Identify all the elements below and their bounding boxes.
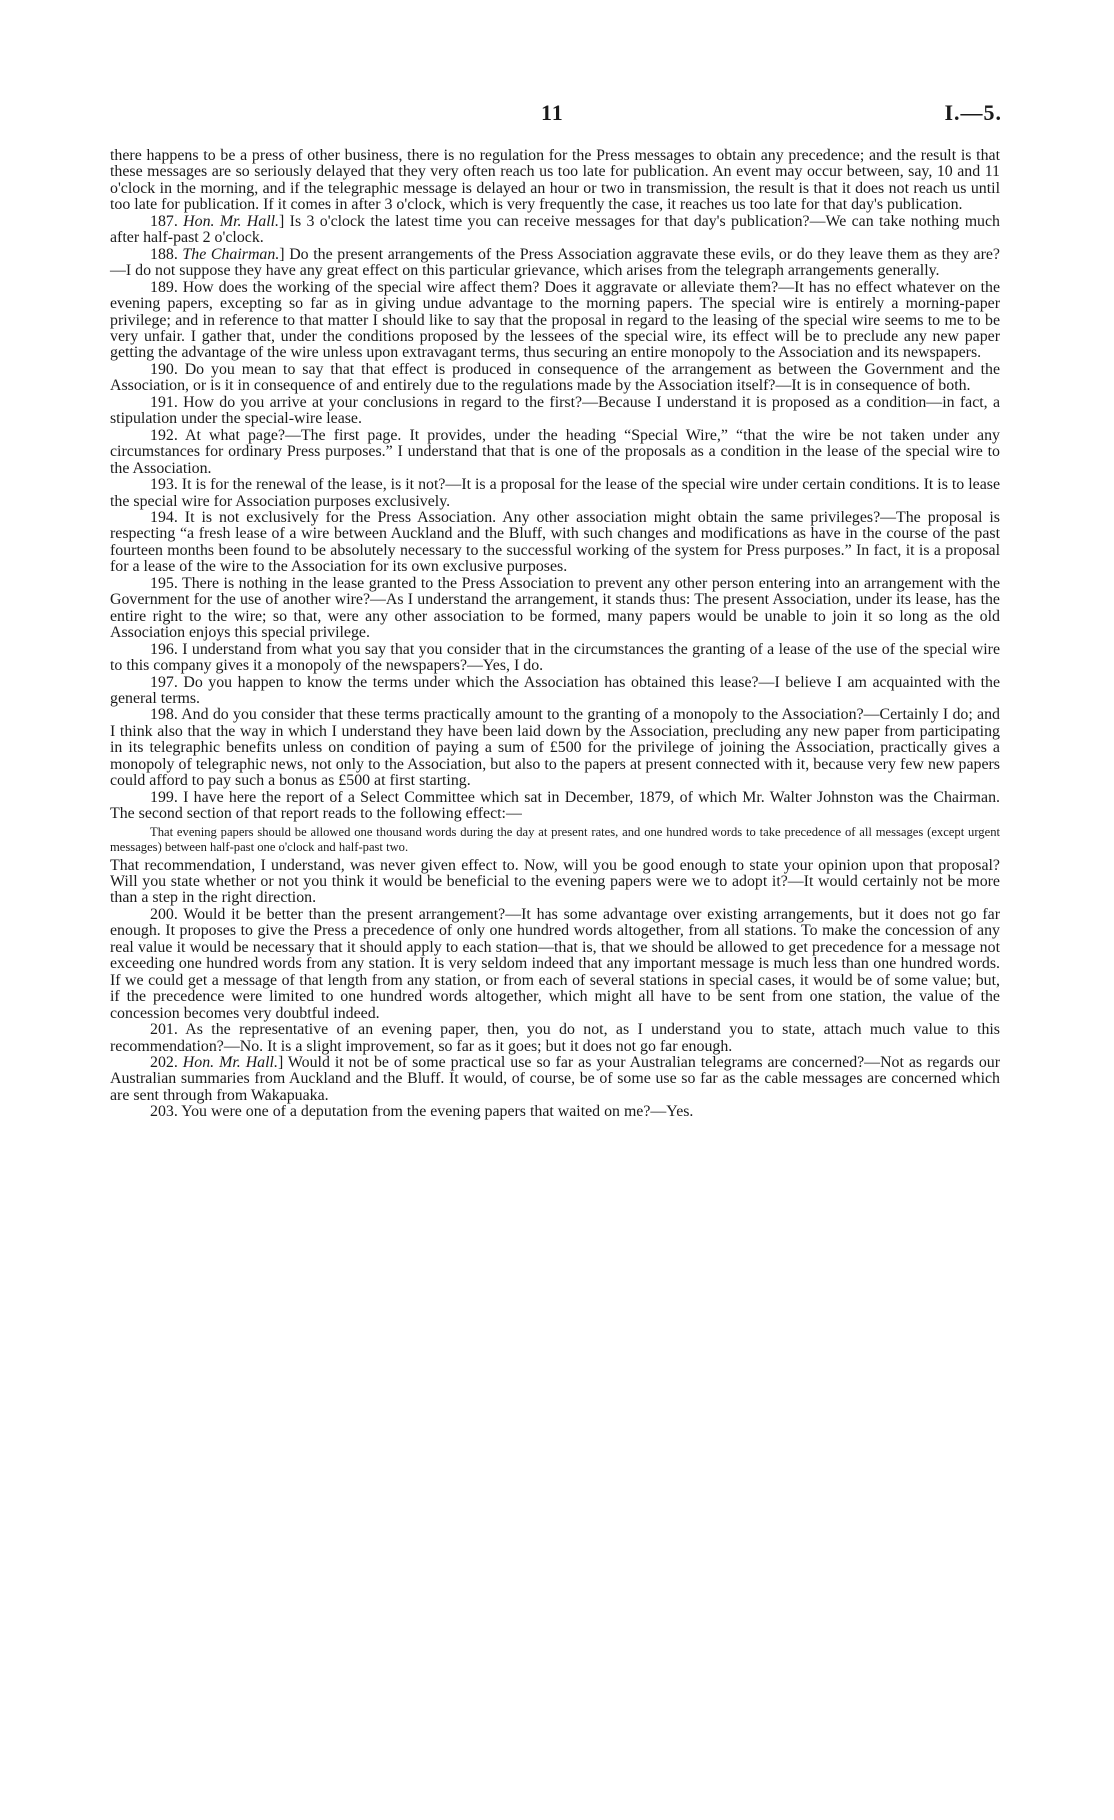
- speaker-name: The Chairman.: [182, 245, 280, 263]
- paragraph-193: 193. It is for the renewal of the lease, is it not?—It is a proposal for the lease of the special wire under certain conditions. It is to lease the special wire for Association purposes exclusively.: [110, 476, 1000, 510]
- paragraph-202: 202. Hon. Mr. Hall.] Would it not be of some practical use so far as your Australian telegrams are concerned?—Not as regards our Australian summaries from Auckland and the Bluff. It would, of course, be of some use so far as the cable messages are concerned which are sent through from Wakapuaka.: [110, 1054, 1001, 1104]
- paragraph-190: 190. Do you mean to say that that effect is produced in consequence of the arrangement as between the Government and the Association, or is it in consequence of and entirely due to the regulations made by the Association itself?—It is in consequence of both.: [110, 360, 1000, 395]
- paragraph-199: 199. I have here the report of a Select Committee which sat in December, 1879, of which Mr. Walter Johnston was the Chairman. The second section of that report reads to the following effect:—: [110, 788, 1000, 823]
- paragraph-200: 200. Would it be better than the present arrangement?—It has some advantage over existing arrangements, but it does not go far enough. It proposes to give the Press a precedence of only one hundred words altogether, from all stations. To make the concession of any real value it would be necessary that it should apply to each station—that is, that we should be allowed to get precedence for a message not exceeding one hundred words from any station. It is very seldom indeed that any important message is much less than one hundred words. If we could get a message of that length from any station, or from each of several stations in special cases, it would be of some value; but, if the precedence were limited to one hundred words altogether, which might all have to be sent from one station, the value of the concession becomes very doubtful indeed.: [110, 905, 1000, 1022]
- paragraph-194: 194. It is not exclusively for the Press Association. Any other association might obtain the same privileges?—The proposal is respecting “a fresh lease of a wire between Auckland and the Bluff, with such changes and modifications as have in the course of the past fourteen months been found to be absolutely necessary to the successful working of the system for Press purposes.” In fact, it is a proposal for a lease of the wire to the Association for its own exclusive purposes.: [110, 508, 1000, 576]
- paragraph-195: 195. There is nothing in the lease granted to the Press Association to prevent any other person entering into an arrangement with the Government for the use of another wire?—As I understand the arrangement, it stands thus: The present Association, under its lease, has the entire right to the wire; so that, were any other association to be formed, many papers would be unable to join it so long as the old Association enjoys this special privilege.: [110, 574, 1000, 642]
- paragraph-192: 192. At what page?—The first page. It provides, under the heading “Special Wire,” “that the wire be not taken under any circumstances for ordinary Press purposes.” I understand that that is one of the proposals as a condition in the lease of the special wire to the Association.: [110, 426, 1000, 477]
- paragraph-187: 187. Hon. Mr. Hall.] Is 3 o'clock the latest time you can receive messages for that day's publication?—We can take nothing much after half-past 2 o'clock.: [110, 212, 1000, 247]
- evidence-text: [110, 148, 1000, 1121]
- paragraph-188: 188. The Chairman.] Do the present arrangements of the Press Association aggravate these evils, or do they leave them as they are?—I do not suppose they have any great effect on this particular grievance, which arises from the telegraph arrangements generally.: [110, 245, 1000, 280]
- paragraph-203: 203. You were one of a deputation from the evening papers that waited on me?—Yes.: [150, 1103, 694, 1121]
- report-quote: That evening papers should be allowed one thousand words during the day at present rates, and one hundred words to take precedence of all messages (except urgent messages) between half-past one o'clock and half-past two.: [110, 824, 1000, 854]
- speaker-name: Hon. Mr. Hall.: [183, 212, 280, 230]
- paragraph-196: 196. I understand from what you say that you consider that in the circumstances the granting of a lease of the use of the special wire to this company gives it a monopoly of the newspapers?—Yes, I do.: [110, 640, 1000, 675]
- document-reference: I.—5.: [944, 100, 1002, 125]
- paragraph-197: 197. Do you happen to know the terms under which the Association has obtained this lease?—I believe I am acquainted with the general terms.: [110, 673, 1000, 707]
- paragraph-198: 198. And do you consider that these terms practically amount to the granting of a monopoly to the Association?—Certainly I do; and I think also that the way in which I understand they have been laid down by the Association, precluding any new paper from participating in its telegraphic benefits unless on condition of paying a sum of £500 for the privilege of joining the Association, practically gives a monopoly of telegraphic news, not only to the Association, but also to the papers at present connected with it, because very few new papers could afford to pay such a bonus as £500 at first starting.: [110, 706, 1000, 790]
- paragraph-191: 191. How do you arrive at your conclusions in regard to the first?—Because I understand it is proposed as a condition—in fact, a stipulation under the special-wire lease.: [110, 393, 1000, 428]
- page-number: 11: [541, 100, 564, 125]
- paragraph-189: 189. How does the working of the special wire affect them? Does it aggravate or alleviate them?—It has no effect whatever on the evening papers, excepting so far as in giving undue advantage to the morning papers. The special wire is entirely a morning-paper privilege; and in reference to that matter I should like to say that the proposal in regard to the leasing of the special wire seems to me to be very unfair. I gather that, under the conditions proposed by the lessees of the special wire, its effect will be to preclude any new paper getting the advantage of the wire unless upon extravagant terms, thus securing an entire monopoly to the Association and its newspapers.: [110, 278, 1000, 362]
- speaker-name: Hon. Mr. Hall.: [182, 1054, 278, 1072]
- paragraph: there happens to be a press of other business, there is no regulation for the Press messages to obtain any precedence; and the result is that these messages are so seriously delayed that they very often reach us too late for publication. An event may occur between, say, 10 and 11 o'clock in the morning, and if the telegraphic message is delayed an hour or two in transmission, the result is that it does not reach us until too late for publication. If it comes in after 3 o'clock, which is very frequently the case, it reaches us too late for that day's publication.: [110, 147, 1000, 214]
- paragraph-201: 201. As the representative of an evening paper, then, you do not, as I understand you to state, attach much value to this recommendation?—No. It is a slight improvement, so far as it goes; but it does not go far enough.: [110, 1021, 1000, 1055]
- paragraph-continuation: That recommendation, I understand, was never given effect to. Now, will you be good enough to state your opinion upon that proposal? Will you state whether or not you think it would be beneficial to the evening papers were we to adopt it?—It would certainly not be more than a step in the right direction.: [110, 856, 1000, 907]
